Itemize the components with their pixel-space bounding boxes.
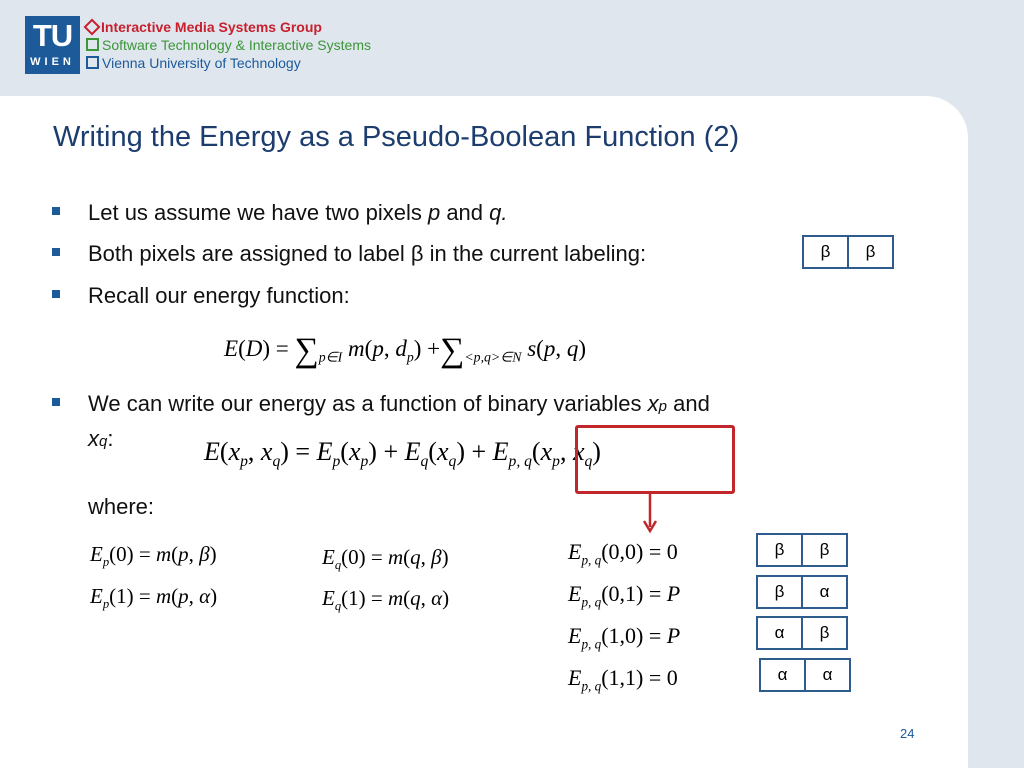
bullet-marker [52, 207, 60, 215]
slide-title: Writing the Energy as a Pseudo-Boolean Function (2) [53, 121, 740, 153]
org-line-3 [86, 55, 301, 72]
eq0-equation: $E_q(0) = m(q$, β) [322, 545, 449, 573]
bullet-4-xp-sub: p [658, 398, 668, 415]
bullet-4-xq-sub: q [99, 433, 108, 450]
current-labeling-pair [802, 235, 894, 269]
org-line-2 [86, 37, 371, 54]
pair-label-10-q: β [801, 618, 846, 648]
pair-label-00-p: β [774, 540, 785, 559]
ep1-equation: $E_p(1) = m(p$, α) [90, 584, 218, 612]
bullet-4-text: We can write our energy as a function of binary variables [88, 391, 648, 416]
eq1-equation: $E_q(1) = m(q$, α) [322, 586, 450, 614]
where-label: where: [88, 494, 155, 519]
org-line-1-text: Interactive Media Systems Group [101, 19, 322, 35]
down-arrow-icon [643, 491, 657, 535]
epq00-equation: $E_{p, q}(0,0) = 0$ [568, 539, 678, 568]
bullet-2: Both pixels are assigned to label β in the current labeling: [88, 241, 647, 266]
square-icon [86, 38, 99, 51]
logo-tu-text: TU [32, 18, 73, 53]
bullet-4-cont [88, 426, 113, 452]
pair-label-11-q: α [804, 660, 849, 690]
pair-label-00 [756, 533, 848, 567]
bullet-1-q: q. [489, 200, 508, 225]
logo-wien-text: WIEN [30, 56, 75, 68]
bullet-marker [52, 398, 60, 406]
pairwise-term-highlight [575, 425, 735, 494]
epq11-equation: $E_{p, q}(1,1) = 0$ [568, 665, 678, 694]
bullet-4 [88, 391, 710, 417]
epq10-equation: $E_{p, q}(1,0) = P$ [568, 623, 681, 652]
bullet-1-p: p [427, 200, 441, 225]
bullet-marker [52, 290, 60, 298]
label-q: β [847, 237, 892, 267]
bullet-1 [88, 200, 508, 226]
org-line-2-text: Software Technology & Interactive Systems [102, 37, 371, 53]
bullet-marker [52, 248, 60, 256]
bullet-4-xp: x [647, 391, 659, 416]
pair-label-11-p: α [777, 665, 788, 684]
bullet-4-xq: x [88, 426, 99, 451]
pair-label-01-p: β [774, 582, 785, 601]
bullet-4-colon: : [107, 426, 114, 451]
pair-label-01 [756, 575, 848, 609]
epq01-equation: $E_{p, q}(0,1) = P$ [568, 581, 681, 610]
pair-label-01-q: α [801, 577, 846, 607]
page-number: 24 [900, 726, 915, 741]
binary-energy-equation: $E(x_p$, $x_q) = E_p(x_p) + E_q(x_q) + E_{p, q}(x_p$, $x_q$) [204, 437, 601, 471]
pair-label-10 [756, 616, 848, 650]
tu-wien-logo [25, 16, 80, 74]
pair-label-10-p: α [774, 623, 785, 642]
square-icon [86, 56, 99, 69]
ep0-equation: $E_p(0) = m(p$, β) [90, 542, 217, 570]
pair-label-11 [759, 658, 851, 692]
bullet-4-and: and [667, 391, 710, 416]
pair-label-00-q: β [801, 535, 846, 565]
energy-equation: $E(D) = \sum_{p\in I}$ m(p, $d_p) +\sum_{<p,q>\in N}$ s(p, q) [224, 332, 586, 369]
label-p: β [820, 242, 831, 261]
org-line-3-text: Vienna University of Technology [102, 55, 301, 71]
org-line-1 [86, 19, 322, 36]
bullet-1-and: and [440, 200, 490, 225]
diamond-icon [84, 19, 101, 36]
bullet-1-text: Let us assume we have two pixels [88, 200, 428, 225]
bullet-3: Recall our energy function: [88, 283, 350, 308]
